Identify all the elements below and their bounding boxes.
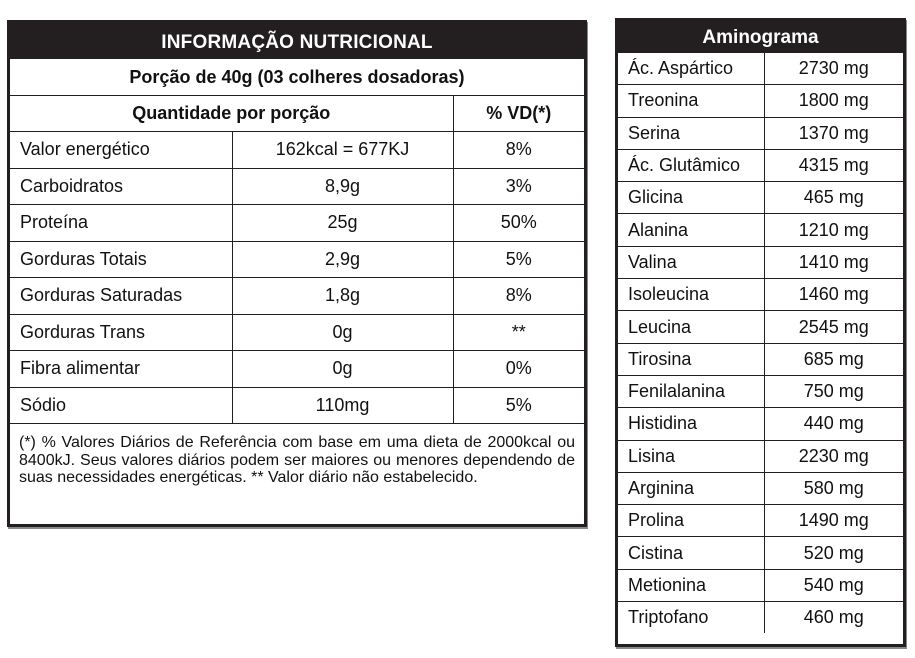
amino-name: Glicina	[618, 182, 764, 214]
amino-name: Ác. Glutâmico	[618, 149, 764, 181]
nutrient-value: 0g	[232, 351, 453, 388]
amino-row	[618, 408, 903, 440]
nutrient-daily-value: 8%	[453, 132, 584, 169]
amino-name: Leucina	[618, 311, 764, 343]
nutrient-value: 162kcal = 677KJ	[232, 132, 453, 169]
nutrient-value: 1,8g	[232, 278, 453, 315]
nutrient-name: Gorduras Totais	[10, 241, 232, 278]
nutrient-value: 25g	[232, 205, 453, 242]
amino-value: 1800 mg	[764, 85, 903, 117]
amino-value: 2230 mg	[764, 440, 903, 472]
amino-row	[618, 246, 903, 278]
aminogram-title: Aminograma	[618, 21, 903, 53]
amino-row	[618, 182, 903, 214]
nutrient-value: 110mg	[232, 387, 453, 424]
amino-value: 1460 mg	[764, 279, 903, 311]
amino-value: 2730 mg	[764, 53, 903, 85]
nutrient-row	[10, 168, 584, 205]
amino-value: 2545 mg	[764, 311, 903, 343]
amino-row	[618, 343, 903, 375]
amino-name: Valina	[618, 246, 764, 278]
amino-row	[618, 505, 903, 537]
amino-value: 580 mg	[764, 472, 903, 504]
nutrient-daily-value: 3%	[453, 168, 584, 205]
amino-value: 1410 mg	[764, 246, 903, 278]
nutrient-daily-value: 50%	[453, 205, 584, 242]
amino-value: 685 mg	[764, 343, 903, 375]
amino-row	[618, 537, 903, 569]
aminogram-table	[618, 53, 903, 633]
amino-name: Arginina	[618, 472, 764, 504]
amino-name: Serina	[618, 117, 764, 149]
amino-row	[618, 472, 903, 504]
nutrient-row	[10, 351, 584, 388]
amino-row	[618, 311, 903, 343]
amino-value: 1370 mg	[764, 117, 903, 149]
amino-name: Metionina	[618, 569, 764, 601]
amino-name: Ác. Aspártico	[618, 53, 764, 85]
nutrition-title: INFORMAÇÃO NUTRICIONAL	[10, 23, 584, 59]
nutrient-daily-value: **	[453, 314, 584, 351]
nutrient-daily-value: 0%	[453, 351, 584, 388]
nutrition-table	[10, 59, 584, 424]
amino-name: Treonina	[618, 85, 764, 117]
amino-value: 540 mg	[764, 569, 903, 601]
nutrient-row	[10, 278, 584, 315]
amino-value: 460 mg	[764, 602, 903, 634]
amino-row	[618, 375, 903, 407]
nutrient-name: Proteína	[10, 205, 232, 242]
nutrient-value: 2,9g	[232, 241, 453, 278]
nutrient-name: Gorduras Saturadas	[10, 278, 232, 315]
amino-value: 440 mg	[764, 408, 903, 440]
aminogram-panel	[615, 18, 906, 647]
amino-name: Tirosina	[618, 343, 764, 375]
amino-row	[618, 602, 903, 634]
amino-value: 520 mg	[764, 537, 903, 569]
amino-row	[618, 149, 903, 181]
amino-row	[618, 569, 903, 601]
nutrient-name: Gorduras Trans	[10, 314, 232, 351]
amino-name: Histidina	[618, 408, 764, 440]
amino-row	[618, 440, 903, 472]
nutrient-row	[10, 314, 584, 351]
nutrient-name: Fibra alimentar	[10, 351, 232, 388]
nutrient-value: 0g	[232, 314, 453, 351]
amino-name: Isoleucina	[618, 279, 764, 311]
nutrient-name: Sódio	[10, 387, 232, 424]
nutrient-name: Carboidratos	[10, 168, 232, 205]
amino-value: 4315 mg	[764, 149, 903, 181]
amino-row	[618, 117, 903, 149]
amino-row	[618, 214, 903, 246]
amino-name: Triptofano	[618, 602, 764, 634]
amino-value: 1210 mg	[764, 214, 903, 246]
amino-row	[618, 85, 903, 117]
footnote: (*) % Valores Diários de Referência com base em uma dieta de 2000kcal ou 8400kJ. Seus valores diários podem ser maiores ou menores dependendo de suas necessidades energéticas. ** Valor diário não estabelecido.	[19, 434, 575, 486]
amino-row	[618, 53, 903, 85]
amino-value: 465 mg	[764, 182, 903, 214]
daily-value-header: % VD(*)	[453, 96, 584, 132]
nutrient-daily-value: 8%	[453, 278, 584, 315]
amino-name: Alanina	[618, 214, 764, 246]
nutrient-row	[10, 205, 584, 242]
amino-name: Lisina	[618, 440, 764, 472]
amino-row	[618, 279, 903, 311]
nutrient-value: 8,9g	[232, 168, 453, 205]
nutrient-row	[10, 387, 584, 424]
nutrient-daily-value: 5%	[453, 387, 584, 424]
amino-value: 750 mg	[764, 375, 903, 407]
amino-name: Cistina	[618, 537, 764, 569]
nutrition-facts-panel	[7, 20, 587, 527]
nutrient-name: Valor energético	[10, 132, 232, 169]
nutrient-row	[10, 132, 584, 169]
nutrient-daily-value: 5%	[453, 241, 584, 278]
amino-value: 1490 mg	[764, 505, 903, 537]
nutrient-row	[10, 241, 584, 278]
amino-name: Prolina	[618, 505, 764, 537]
quantity-header: Quantidade por porção	[10, 96, 453, 132]
amino-name: Fenilalanina	[618, 375, 764, 407]
serving-size: Porção de 40g (03 colheres dosadoras)	[10, 59, 584, 96]
